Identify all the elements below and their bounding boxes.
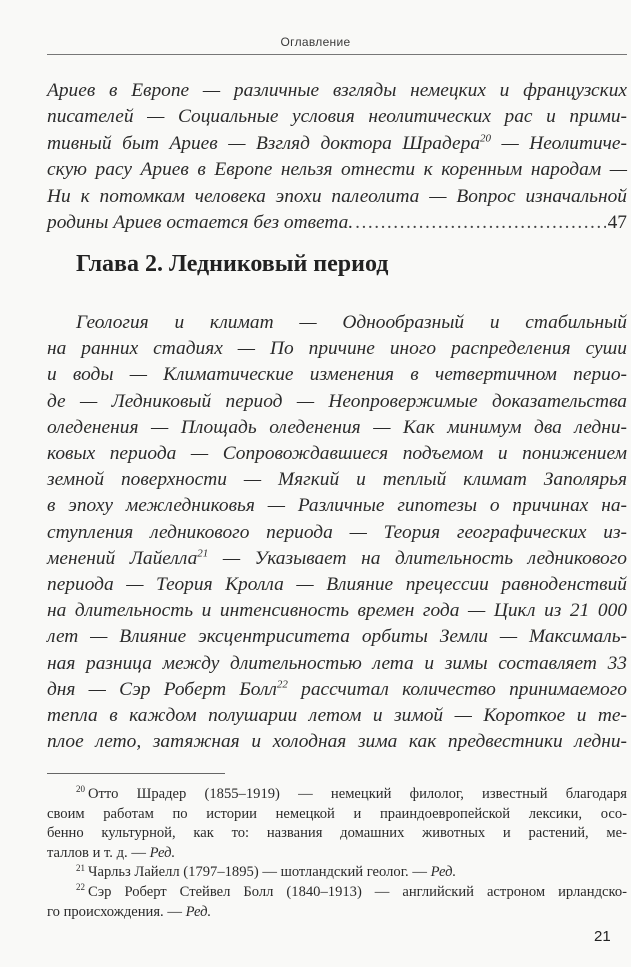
footnote-line [47, 863, 627, 883]
toc-text-line [47, 131, 627, 157]
toc-text-segment: — Неолитиче- [491, 132, 627, 154]
toc-entry-line [47, 210, 627, 236]
footnote-line: своим работам по истории немецкой и праиндоевропейской лексики, осо- [47, 805, 627, 822]
footnote-text: таллов и т. д. — [47, 844, 150, 861]
footnote-text: го происхождения. — [47, 903, 186, 920]
summary-line: ковых периода — Сопровождавшиеся подъемом и понижением [47, 443, 627, 465]
summary-line: плое лето, затяжная и холодная зима как предвестники ледни- [47, 731, 627, 753]
summary-line: периода — Теория Кролла — Влияние прецессии равноденствий [47, 574, 627, 596]
toc-leader-dots [355, 210, 605, 236]
summary-line: на ранних стадиях — По причине иного распределения суши [47, 338, 627, 360]
summary-segment: — Указывает на длительность ледникового [208, 547, 627, 569]
footnote-21 [47, 863, 627, 883]
footnote-ref: 20 [480, 132, 492, 145]
summary-line: лет — Влияние эксцентриситета орбиты Земли — Максималь- [47, 626, 627, 648]
footnote-22 [47, 883, 627, 922]
footnote-text: Отто Шрадер (1855–1919) — немецкий филолог, известный благодаря [88, 786, 627, 802]
summary-line: ная разница между длительностью лета и зимы составляет 33 [47, 652, 627, 674]
footnote-line [47, 785, 627, 805]
summary-segment: рассчитал количество принимаемого [287, 678, 627, 700]
toc-text-line: писателей — Социальные условия неолитических рас и прими- [47, 106, 627, 128]
summary-line: в эпоху межледниковья — Различные гипотезы о причинах на- [47, 495, 627, 517]
footnote-rule [47, 773, 225, 774]
toc-page-number: 47 [607, 212, 627, 234]
footnote-ref: 22 [276, 678, 288, 691]
summary-line [47, 546, 627, 572]
summary-segment: менений Лайелла [47, 547, 198, 569]
summary-line: де — Ледниковый период — Неопровержимые доказательства [47, 390, 627, 412]
toc-entry-text: родины Ариев остается без ответа. [47, 212, 354, 234]
toc-text-line: скую расу Ариев в Европе нельзя отнести к коренным народам — [47, 159, 627, 181]
toc-text-line: Ни к потомкам человека эпохи палеолита — Вопрос изначальной [47, 185, 627, 207]
footnotes [47, 785, 627, 922]
toc-text-segment: тивный быт Ариев — Взгляд доктора Шрадера [47, 132, 481, 154]
summary-line: оледенения — Площадь оледенения — Как минимум два ледни- [47, 416, 627, 438]
footnote-line [47, 883, 627, 903]
footnote-mark: 21 [76, 862, 85, 873]
footnote-line [47, 903, 627, 923]
footnote-ref: 21 [197, 547, 209, 560]
summary-line: ступления ледникового периода — Теория географических из- [47, 521, 627, 543]
toc-text-line: Ариев в Европе — различные взгляды немецких и французских [47, 80, 627, 101]
page-number: 21 [594, 928, 611, 945]
chapter-summary [47, 310, 627, 755]
summary-line [47, 677, 627, 703]
footnote-line [47, 844, 627, 864]
footnote-editor: Ред. [185, 903, 212, 920]
footnote-editor: Ред. [430, 864, 457, 881]
summary-segment: дня — Сэр Роберт Болл [47, 678, 277, 700]
summary-line: Геология и климат — Однообразный и стабильный [76, 312, 627, 333]
summary-line: земной поверхности — Мягкий и теплый климат Заполярья [47, 469, 627, 491]
summary-line: тепла в каждом полушарии летом и зимой — Короткое и те- [47, 705, 627, 727]
header-rule [47, 54, 627, 55]
footnote-20 [47, 785, 627, 863]
footnote-text: Сэр Роберт Стейвел Болл (1840–1913) — английский астроном ирландско- [88, 883, 627, 900]
footnote-line: бенно культурной, как то: названия домашних животных и растений, ме- [47, 825, 627, 842]
summary-line: на длительность и интенсивность времен года — Цикл из 21 000 [47, 600, 627, 622]
chapter-title: Глава 2. Ледниковый период [76, 251, 389, 277]
running-head: Оглавление [280, 35, 351, 49]
footnote-mark: 20 [76, 784, 85, 795]
toc-entry-description [47, 78, 627, 236]
footnote-editor: Ред. [149, 844, 176, 861]
footnote-mark: 22 [76, 882, 85, 893]
footnote-text: Чарльз Лайелл (1797–1895) — шотландский геолог. — [88, 864, 431, 881]
summary-line: и воды — Климатические изменения в четвертичном перио- [47, 364, 627, 386]
